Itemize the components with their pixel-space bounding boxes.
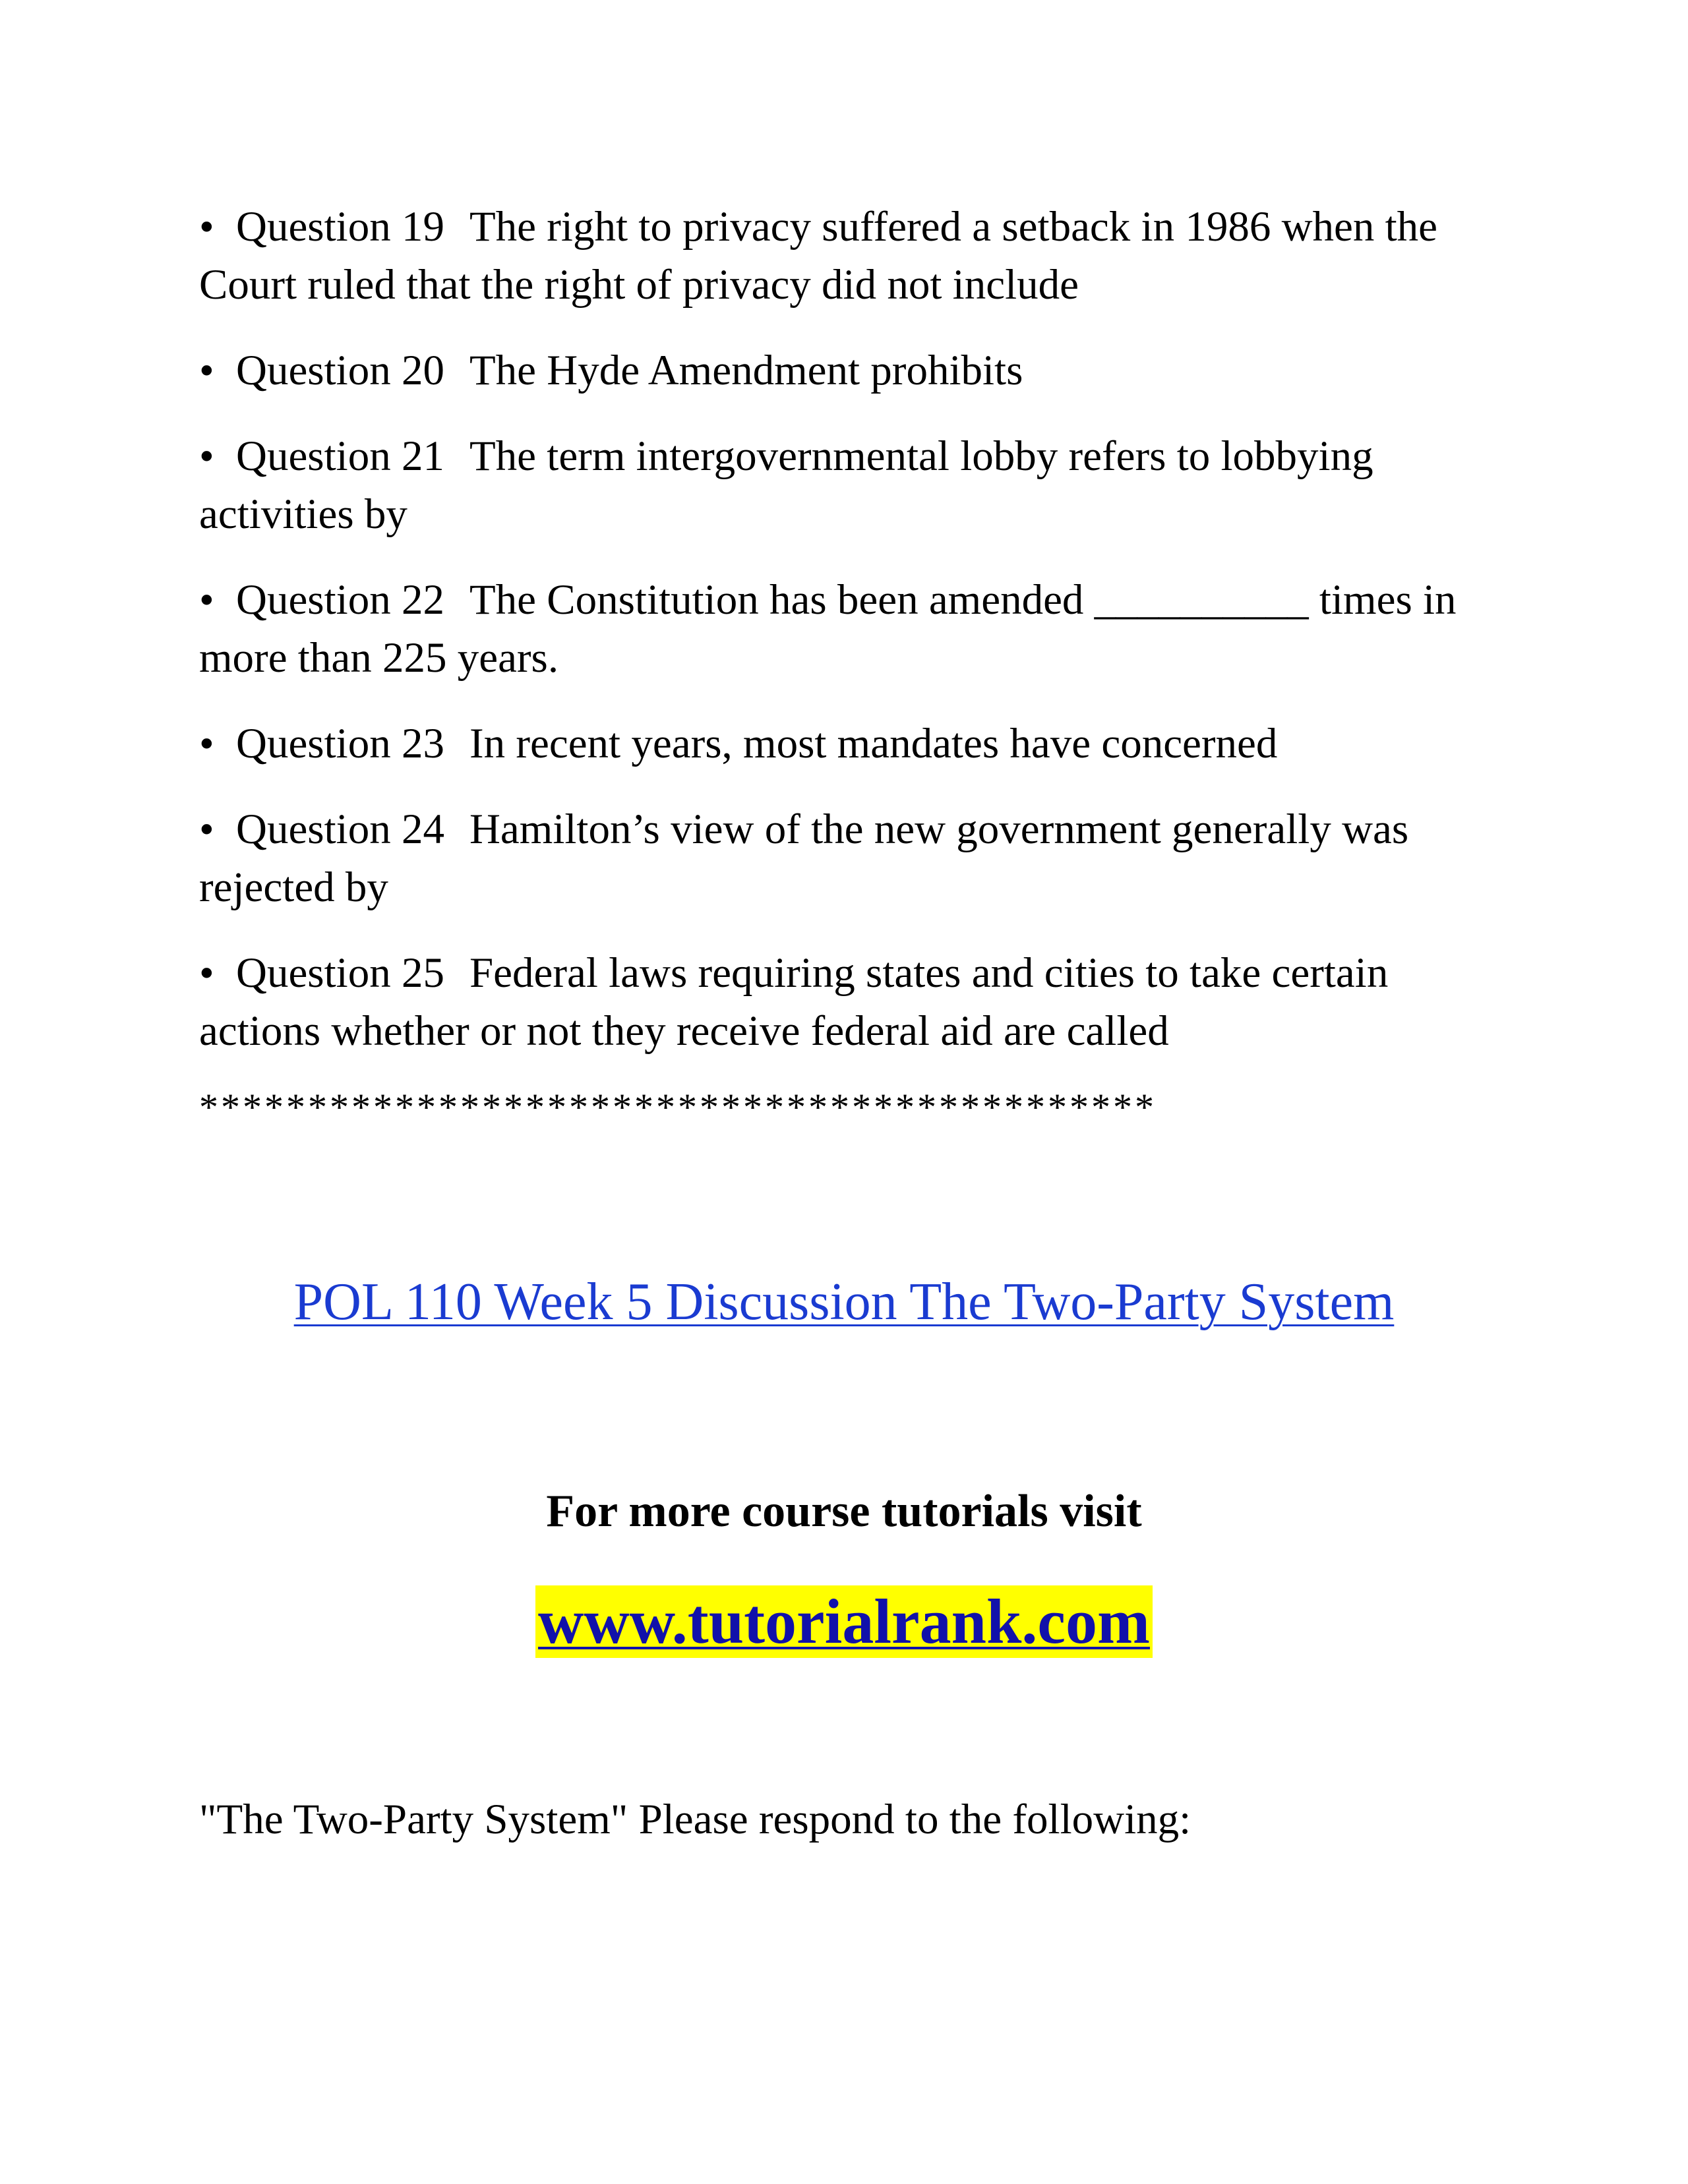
question-item-21 xyxy=(199,427,1505,543)
bullet: • xyxy=(199,720,214,767)
discussion-title-link[interactable]: POL 110 Week 5 Discussion The Two-Party System xyxy=(293,1273,1395,1331)
question-item-23 xyxy=(199,715,1505,773)
question-list xyxy=(199,198,1505,1134)
bullet: • xyxy=(199,203,214,251)
url-container xyxy=(0,1585,1688,1658)
question-label: Question 25 xyxy=(236,949,444,997)
question-label: Question 23 xyxy=(236,720,444,767)
discussion-prompt: "The Two-Party System" Please respond to the following: xyxy=(199,1796,1191,1843)
question-text: Federal laws requiring states and cities to take certain actions whether or not they receive federal aid are called xyxy=(199,949,1389,1055)
question-item-24 xyxy=(199,800,1505,916)
question-item-22 xyxy=(199,571,1505,687)
bullet: • xyxy=(199,949,214,997)
question-text: Hamilton’s view of the new government generally was rejected by xyxy=(199,806,1409,911)
question-label: Question 19 xyxy=(236,203,444,251)
question-text: The right to privacy suffered a setback in 1986 when the Court ruled that the right of privacy did not include xyxy=(199,203,1438,309)
bullet: • xyxy=(199,806,214,853)
bullet: • xyxy=(199,576,214,624)
website-link[interactable]: www.tutorialrank.com xyxy=(535,1585,1153,1658)
question-text: The term intergovernmental lobby refers to lobbying activities by xyxy=(199,432,1373,538)
question-text: The Constitution has been amended __________ times in more than 225 years. xyxy=(199,576,1457,682)
question-text: The Hyde Amendment prohibits xyxy=(469,347,1023,394)
question-label: Question 24 xyxy=(236,806,444,853)
question-text: In recent years, most mandates have concerned xyxy=(469,720,1278,767)
bullet: • xyxy=(199,347,214,394)
bullet: • xyxy=(199,432,214,480)
question-label: Question 22 xyxy=(236,576,444,624)
question-label: Question 20 xyxy=(236,347,444,394)
visit-heading: For more course tutorials visit xyxy=(546,1486,1142,1537)
question-item-19 xyxy=(199,198,1505,314)
question-item-25 xyxy=(199,944,1505,1060)
separator-line: ******************************************** xyxy=(199,1086,1157,1129)
question-item-20 xyxy=(199,341,1505,399)
question-label: Question 21 xyxy=(236,432,444,480)
